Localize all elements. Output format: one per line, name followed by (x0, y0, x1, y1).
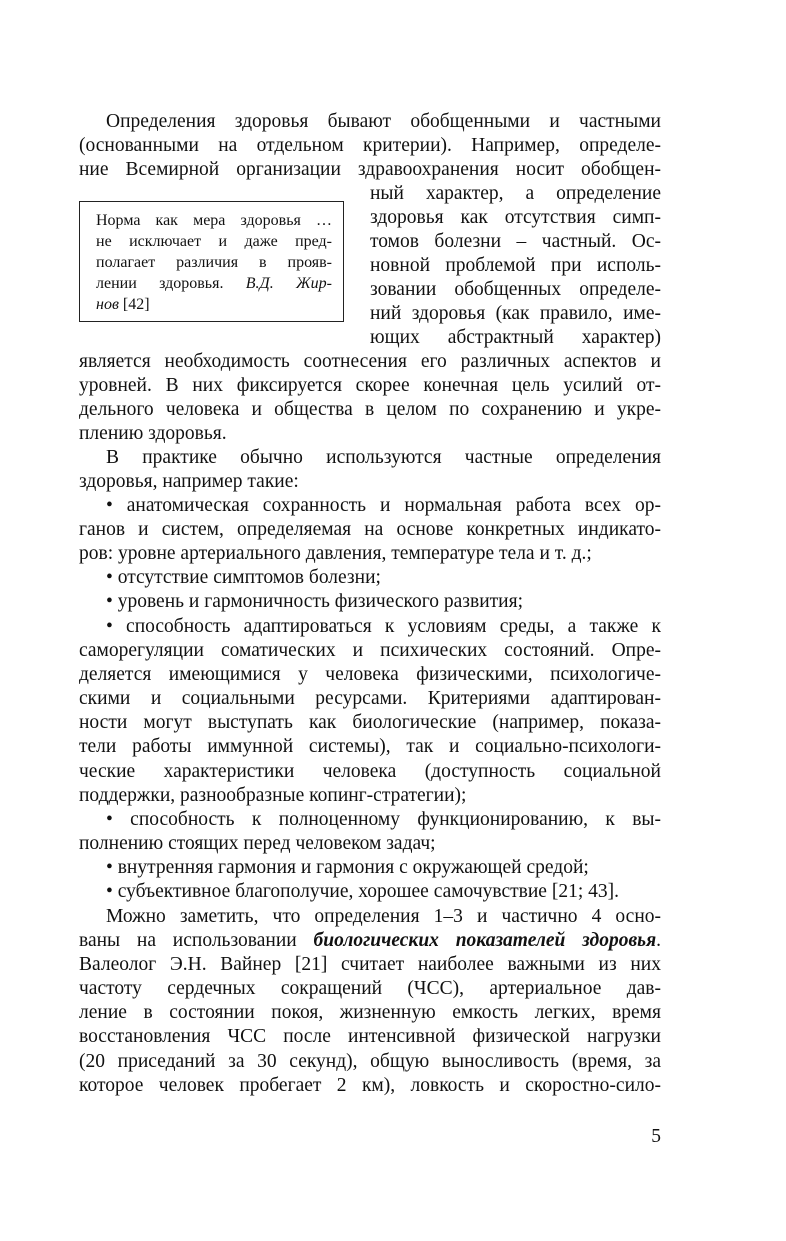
paragraph-1-line-10: ющих абстрактный характер) (370, 327, 661, 348)
period: . (656, 930, 661, 951)
bullet-4-line-5: ности могут выступать как биологические (например, показа- (79, 712, 661, 733)
quote-text: лении здоровья. (96, 275, 246, 292)
bullet-4-line-3: деляется имеющимися у человека физическими, психологиче- (79, 664, 661, 685)
bullet-1-line-3: ров: уровне артериального давления, температуре тела и т. д.; (79, 543, 592, 564)
paragraph-3-line-3: Валеолог Э.Н. Вайнер [21] считает наиболее важными из них (79, 954, 661, 975)
paragraph-3-line-7: (20 приседаний за 30 секунд), общую выносливость (время, за (79, 1051, 661, 1072)
paragraph-1-line-2: (основанными на отдельном критерии). Например, определе- (79, 135, 661, 156)
paragraph-3-text: ваны на использовании (79, 930, 314, 951)
paragraph-1-line-11: является необходимость соотнесения его различных аспектов и (79, 351, 661, 372)
bullet-4-line-8: поддержки, разнообразные копинг-стратегии); (79, 785, 467, 806)
paragraph-3-line-2 (79, 929, 661, 954)
quote-author-end: нов (96, 296, 119, 313)
bullet-4-line-2: саморегуляции соматических и психических состояний. Опре- (79, 640, 661, 661)
paragraph-1-line-13: дельного человека и общества в целом по сохранению и укре- (79, 399, 661, 420)
paragraph-1-line-1: Определения здоровья бывают обобщенными и частными (106, 111, 661, 132)
bullet-2-line-1: • отсутствие симптомов болезни; (106, 567, 381, 588)
quote-line-4 (96, 274, 332, 295)
bullet-1-line-1: • анатомическая сохранность и нормальная работа всех ор- (106, 495, 661, 516)
bullet-4-line-6: тели работы иммунной системы), так и социально-психологи- (79, 736, 661, 757)
bullet-7-line-1: • субъективное благополучие, хорошее самочувствие [21; 43]. (106, 881, 619, 902)
quote-reference: [42] (118, 296, 150, 313)
paragraph-1-line-14: плению здоровья. (79, 423, 227, 444)
paragraph-1-line-3: ние Всемирной организации здравоохранения носит обобщен- (79, 159, 661, 180)
paragraph-1-line-12: уровней. В них фиксируется скорее конечная цель усилий от- (79, 375, 661, 396)
quote-line-2: не исключает и даже пред- (96, 233, 332, 250)
quote-line-5 (96, 295, 332, 316)
paragraph-1-line-9: ний здоровья (как правило, име- (370, 303, 661, 324)
paragraph-1-line-6: томов болезни – частный. Ос- (370, 231, 661, 252)
bullet-1-line-2: ганов и систем, определяемая на основе конкретных индикато- (79, 519, 661, 540)
paragraph-3-line-8: которое человек пробегает 2 км), ловкость и скоростно-сило- (79, 1075, 661, 1096)
paragraph-1-line-8: зовании обобщенных определе- (370, 279, 661, 300)
bullet-4-line-4: скими и социальными ресурсами. Критериями адаптирован- (79, 688, 661, 709)
paragraph-1-line-4: ный характер, а определение (370, 183, 661, 204)
quote-author: В.Д. Жир- (245, 275, 333, 292)
paragraph-3-line-4: частоту сердечных сокращений (ЧСС), артериальное дав- (79, 978, 661, 999)
paragraph-3-line-6: восстановления ЧСС после интенсивной физической нагрузки (79, 1026, 661, 1047)
page-number: 5 (651, 1126, 661, 1147)
paragraph-2-line-2: здоровья, например такие: (79, 471, 299, 492)
bullet-6-line-1: • внутренняя гармония и гармония с окружающей средой; (106, 857, 589, 878)
bullet-5-line-1: • способность к полноценному функционированию, к вы- (106, 809, 661, 830)
paragraph-1-line-7: новной проблемой при исполь- (370, 255, 661, 276)
paragraph-3-line-5: ление в состоянии покоя, жизненную емкость легких, время (79, 1002, 661, 1023)
bullet-3-line-1: • уровень и гармоничность физического развития; (106, 591, 523, 612)
paragraph-1-line-5: здоровья как отсутствия симп- (370, 207, 661, 228)
paragraph-3-line-1: Можно заметить, что определения 1–3 и частично 4 осно- (106, 906, 661, 927)
quote-line-3: полагает различия в прояв- (96, 254, 332, 271)
bullet-4-line-7: ческие характеристики человека (доступность социальной (79, 761, 661, 782)
bullet-4-line-1: • способность адаптироваться к условиям среды, а также к (106, 616, 661, 637)
quote-line-1: Норма как мера здоровья … (96, 212, 332, 229)
paragraph-2-line-1: В практике обычно используются частные определения (106, 447, 661, 468)
bullet-5-line-2: полнению стоящих перед человеком задач; (79, 833, 436, 854)
emphasis-term: биологических показателей здоровья (313, 930, 657, 951)
